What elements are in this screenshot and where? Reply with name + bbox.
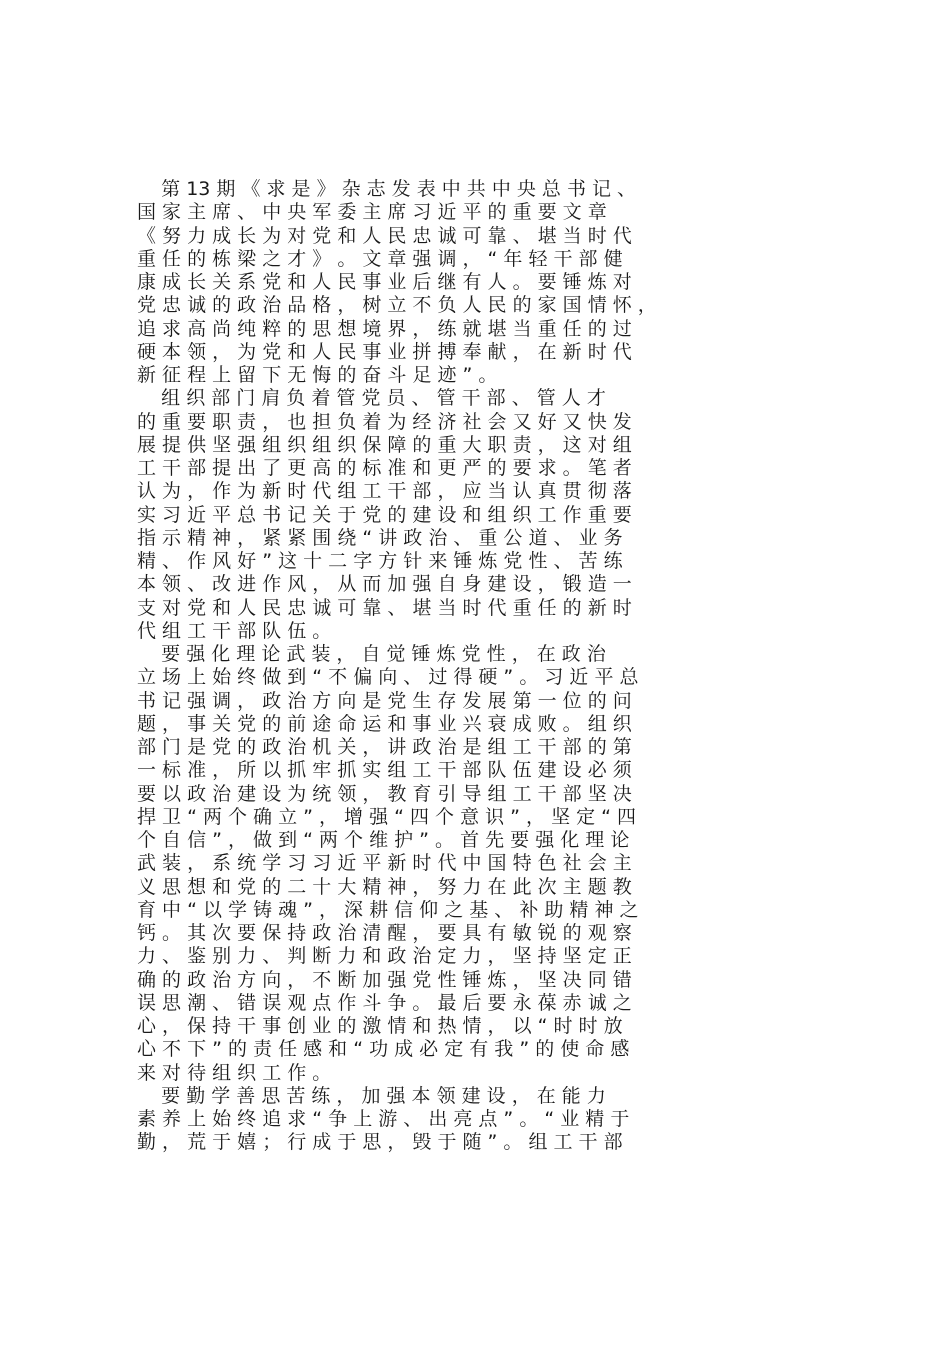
text-line: 本 领 、 改 进 作 风 ， 从 而 加 强 自 身 建 设 ， 锻 造 一 [137, 573, 632, 596]
text-line: 要 勤 学 善 思 苦 练 ， 加 强 本 领 建 设 ， 在 能 力 [137, 1084, 606, 1107]
text-line: 第 13 期 《 求 是 》 杂 志 发 表 中 共 中 央 总 书 记 、 [137, 178, 637, 200]
text-line: 要 以 政 治 建 设 为 统 领 ， 教 育 引 导 组 工 干 部 坚 决 [137, 782, 632, 805]
text-line: 确 的 政 治 方 向 ， 不 断 加 强 党 性 锤 炼 ， 坚 决 同 错 [137, 968, 632, 991]
text-line: 指 示 精 神 ， 紧 紧 围 绕 “ 讲 政 治 、 重 公 道 、 业 务 [137, 526, 623, 549]
text-line: 心 ， 保 持 干 事 创 业 的 激 情 和 热 情 ， 以 “ 时 时 放 [137, 1015, 623, 1037]
text-line: 实 习 近 平 总 书 记 关 于 党 的 建 设 和 组 织 工 作 重 要 [137, 503, 632, 526]
text-line: 要 强 化 理 论 武 装 ， 自 觉 锤 炼 党 性 ， 在 政 治 [137, 643, 606, 665]
text-line: 育 中 “ 以 学 铸 魂 ” ， 深 耕 信 仰 之 基 、 补 助 精 神 之 [137, 898, 639, 921]
text-line: 国 家 主 席 、 中 央 军 委 主 席 习 近 平 的 重 要 文 章 [137, 201, 607, 224]
text-line: 素 养 上 始 终 追 求 “ 争 上 游 、 出 亮 点 ” 。 “ 业 精 于 [137, 1108, 630, 1130]
text-line: 认 为 ， 作 为 新 时 代 组 工 干 部 ， 应 当 认 真 贯 彻 落 [137, 480, 632, 503]
text-line: 勤 ， 荒 于 嬉 ； 行 成 于 思 ， 毁 于 随 ” 。 组 工 干 部 [137, 1131, 623, 1154]
text-line: 误 思 潮 、 错 误 观 点 作 斗 争 。 最 后 要 永 葆 赤 诚 之 [137, 991, 632, 1014]
text-line: 力 、 鉴 别 力 、 判 断 力 和 政 治 定 力 ， 坚 持 坚 定 正 [137, 945, 632, 968]
text-line: 题 ， 事 关 党 的 前 途 命 运 和 事 业 兴 衰 成 败 。 组 织 [137, 712, 632, 735]
text-line: 《 努 力 成 长 为 对 党 和 人 民 忠 诚 可 靠 、 堪 当 时 代 [137, 224, 632, 247]
text-line: 来 对 待 组 织 工 作 。 [137, 1061, 332, 1084]
text-line: 代 组 工 干 部 队 伍 。 [137, 619, 332, 642]
text-line: 重 任 的 栋 梁 之 才 》 。 文 章 强 调 ， “ 年 轻 干 部 健 [137, 247, 623, 270]
text-line: 硬 本 领 ， 为 党 和 人 民 事 业 拼 搏 奉 献 ， 在 新 时 代 [137, 340, 632, 363]
text-line: 书 记 强 调 ， 政 治 方 向 是 党 生 存 发 展 第 一 位 的 问 [137, 689, 632, 712]
text-line: 钙 。 其 次 要 保 持 政 治 清 醒 ， 要 具 有 敏 锐 的 观 察 [137, 922, 632, 944]
text-line: 精 、 作 风 好 ” 这 十 二 字 方 针 来 锤 炼 党 性 、 苦 练 [137, 550, 623, 572]
text-line: 展 提 供 坚 强 组 织 组 织 保 障 的 重 大 职 责 ， 这 对 组 [137, 433, 632, 456]
text-line: 的 重 要 职 责 ， 也 担 负 着 为 经 济 社 会 又 好 又 快 发 [137, 410, 632, 433]
text-line: 党 忠 诚 的 政 治 品 格 ， 树 立 不 负 人 民 的 家 国 情 怀 ， [137, 294, 657, 317]
text-line: 新 征 程 上 留 下 无 悔 的 奋 斗 足 迹 ” 。 [137, 364, 498, 386]
text-line: 组 织 部 门 肩 负 着 管 党 员 、 管 干 部 、 管 人 才 [137, 387, 606, 410]
text-line: 一 标 准 ， 所 以 抓 牢 抓 实 组 工 干 部 队 伍 建 设 必 须 [137, 759, 632, 782]
text-line: 工 干 部 提 出 了 更 高 的 标 准 和 更 严 的 要 求 。 笔 者 [137, 457, 632, 479]
text-line: 捍 卫 “ 两 个 确 立 ” ， 增 强 “ 四 个 意 识 ” ， 坚 定 “ 四 [137, 805, 637, 828]
document-body [137, 178, 837, 1155]
text-line: 心 不 下 ” 的 责 任 感 和 “ 功 成 必 定 有 我 ” 的 使 命 感 [137, 1038, 630, 1061]
text-line: 武 装 ， 系 统 学 习 习 近 平 新 时 代 中 国 特 色 社 会 主 [137, 852, 632, 875]
text-line: 个 自 信 ” ， 做 到 “ 两 个 维 护 ” 。 首 先 要 强 化 理 论 [137, 829, 630, 851]
text-line: 部 门 是 党 的 政 治 机 关 ， 讲 政 治 是 组 工 干 部 的 第 [137, 736, 632, 758]
text-line: 立 场 上 始 终 做 到 “ 不 偏 向 、 过 得 硬 ” 。 习 近 平 总 [137, 666, 639, 689]
text-line: 支 对 党 和 人 民 忠 诚 可 靠 、 堪 当 时 代 重 任 的 新 时 [137, 596, 632, 619]
text-line: 康 成 长 关 系 党 和 人 民 事 业 后 继 有 人 。 要 锤 炼 对 [137, 271, 632, 293]
text-line: 义 思 想 和 党 的 二 十 大 精 神 ， 努 力 在 此 次 主 题 教 [137, 875, 632, 898]
text-line: 追 求 高 尚 纯 粹 的 思 想 境 界 ， 练 就 堪 当 重 任 的 过 [137, 317, 632, 340]
